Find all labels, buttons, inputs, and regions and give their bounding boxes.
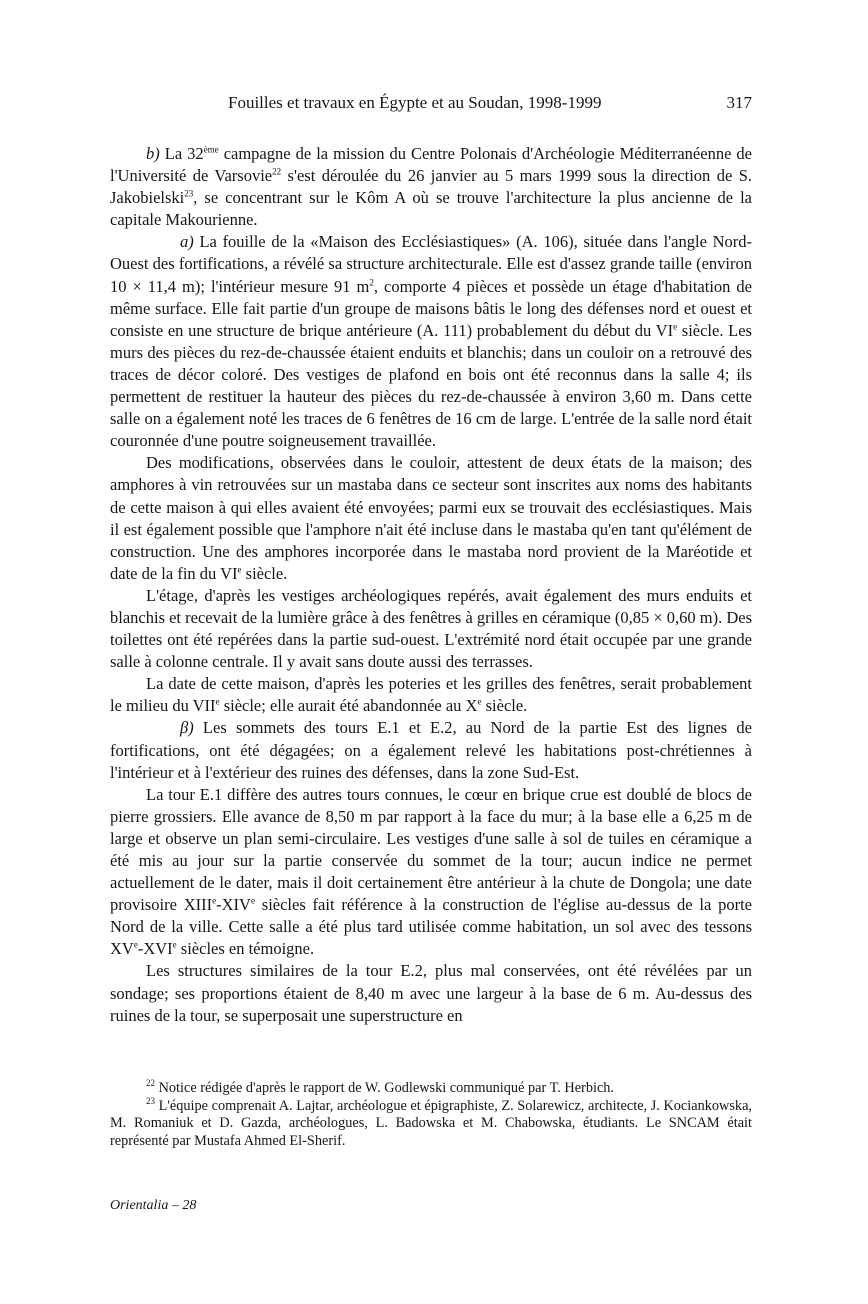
text-span: La tour E.1 diffère des autres tours connues, le cœur en brique crue est doublé de blocs de pierre grossiers. Elle avance de 8,50 m par rapport à la face du mur; à la base elle a 6,25 m de large et observe un plan semi-circulaire. Les vestiges d'une salle à sol de tuiles en céramique a été mis au jour sur la partie conservée du sommet de la tour; aucun indice ne permet actuellement de le dater, mais il doit certainement être antérieur à la chute de Dongola; une date provisoire XIII bbox=[110, 784, 752, 915]
superscript: ème bbox=[203, 144, 219, 155]
text-span: La 32 bbox=[159, 144, 204, 163]
text-span: -XVI bbox=[137, 939, 173, 959]
footnote-23 bbox=[110, 1095, 752, 1151]
text-span: Les structures similaires de la tour E.2, plus mal conservées, ont été révélées par un sondage; ses proportions étaient de 8,40 m avec une largeur à la base de 6 m. Au-dessus des ruines de la tour, se superposait une superstructure en bbox=[110, 961, 752, 1025]
text-span: siècle. Les murs des pièces du rez-de-chaussée étaient enduits et blanchis; dans un couloir on a retrouvé des traces de décor coloré. Des vestiges de plafond en bois ont été reconnus dans la salle 4; ils permettent de restituer la hauteur des pièces du rez-de-chaussée à environ 3,60 m. Dans cette salle on a également noté les traces de 6 fenêtres de 16 cm de large. L'entrée de la salle nord était couronnée d'une poutre soigneusement travaillée. bbox=[110, 320, 752, 451]
journal-footer: Orientalia – 28 bbox=[110, 1198, 197, 1213]
text-span: campagne de la mission du Centre Polonais d'Archéologie Méditerranéenne de l'Université de Varsovie bbox=[110, 144, 752, 186]
superscript: e bbox=[477, 696, 482, 707]
superscript: e bbox=[133, 939, 138, 950]
paragraph-modifications bbox=[110, 452, 752, 585]
paragraph-alpha-house bbox=[110, 231, 752, 452]
superscript: e bbox=[215, 696, 220, 707]
section-marker: a) bbox=[180, 232, 194, 252]
paragraph-dating bbox=[110, 673, 752, 717]
text-span: s'est déroulée du 26 janvier au 5 mars 1999 sous la direction de S. Jakobielski bbox=[110, 166, 752, 208]
text-span: -XIV bbox=[216, 895, 251, 915]
paragraph-beta-towers bbox=[110, 717, 752, 783]
paragraph-tower-e2 bbox=[110, 960, 752, 1026]
text-span: Les sommets des tours E.1 et E.2, au Nord de la partie Est des lignes de fortifications, ont été dégagées; on a également relevé les habitations post-chrétiennes à l'intérieur et à l'extérieur des ruines des défenses, dans la zone Sud-Est. bbox=[110, 718, 752, 782]
superscript: e bbox=[673, 321, 678, 332]
footnote-text: Notice rédigée d'après le rapport de W. Godlewski communiqué par T. Herbich. bbox=[155, 1080, 615, 1096]
superscript: e bbox=[172, 939, 177, 950]
footnote-ref-23[interactable]: 23 bbox=[184, 188, 194, 199]
text-span: siècles fait référence à la construction de l'église au-dessus de la porte Nord de la ville. Cette salle a été plus tard utilisée comme habitation, un sol avec des tessons XV bbox=[110, 895, 752, 959]
footnote-22 bbox=[110, 1080, 752, 1098]
body-text bbox=[110, 143, 752, 1027]
text-span: La fouille de la «Maison des Ecclésiastiques» (A. 106), située dans l'angle Nord-Ouest des fortifications, a révélé sa structure architecturale. Elle est d'assez grande taille (environ 10 × 11,4 m); l'intérieur mesure 91 m bbox=[110, 232, 752, 296]
superscript: e bbox=[237, 564, 242, 575]
footnote-text: L'équipe comprenait A. Lajtar, archéologue et épigraphiste, Z. Solarewicz, architecte, J. Kociankowska, M. Romaniuk et D. Gazda, archéologues, L. Badowska et M. Chabowska, étudiants. Le SNCAM était représenté par Mustafa Ahmed El-Sherif. bbox=[110, 1097, 752, 1149]
text-span: L'étage, d'après les vestiges archéologiques repérés, avait également des murs enduits et blanchis et recevait de la lumière grâce à des fenêtres à grilles en céramique (0,85 × 0,60 m). Des toilettes ont été repérées dans la partie sud-ouest. L'extrémité nord était occupée par une grande salle à colonne centrale. Il y avait sans doute aussi des terrasses. bbox=[110, 585, 752, 672]
page-number: 317 bbox=[726, 93, 752, 112]
paragraph-upper-floor bbox=[110, 585, 752, 673]
superscript: e bbox=[212, 895, 217, 906]
footnotes bbox=[110, 1080, 752, 1150]
footnote-number: 23 bbox=[146, 1095, 155, 1106]
text-span: , comporte 4 pièces et possède un étage d'habitation de même surface. Elle fait partie d'un groupe de maisons bâtis le long des défenses nord et ouest et consiste en une structure de brique antérieure (A. 111) probablement du début du VI bbox=[110, 276, 752, 340]
text-span: siècles en témoigne. bbox=[176, 939, 315, 959]
running-title: Fouilles et travaux en Égypte et au Soudan, 1998-1999 bbox=[228, 93, 602, 112]
section-marker: b) bbox=[146, 144, 160, 163]
text-span: , se concentrant sur le Kôm A où se trouve l'architecture la plus ancienne de la capitale Makourienne. bbox=[110, 188, 752, 230]
footnote-number: 22 bbox=[146, 1078, 155, 1089]
text-span: Des modifications, observées dans le couloir, attestent de deux états de la maison; des amphores à vin retrouvées sur un mastaba dans ce secteur sont inscrites aux noms des habitants de cette maison à qui elles avaient été envoyées; parmi eux se trouvait des ecclésiastiques. Mais il est également possible que l'amphore n'ait été incluse dans le mastaba qu'en tant qu'élément de construction. Une des amphores incorporée dans le mastaba nord provient de la Maréotide et date de la fin du VI bbox=[110, 453, 752, 583]
footnote-ref-22[interactable]: 22 bbox=[272, 166, 282, 177]
paragraph-tower-e1 bbox=[110, 784, 752, 961]
text-span: siècle. bbox=[241, 563, 288, 583]
superscript: e bbox=[250, 895, 255, 906]
paragraph-b-intro bbox=[110, 143, 752, 231]
section-marker: β) bbox=[180, 718, 194, 738]
text-span: siècle. bbox=[481, 696, 528, 716]
text-span: La date de cette maison, d'après les poteries et les grilles des fenêtres, serait probablement le milieu du VII bbox=[110, 674, 752, 716]
superscript: 2 bbox=[369, 277, 374, 288]
text-span: siècle; elle aurait été abandonnée au X bbox=[219, 696, 478, 716]
